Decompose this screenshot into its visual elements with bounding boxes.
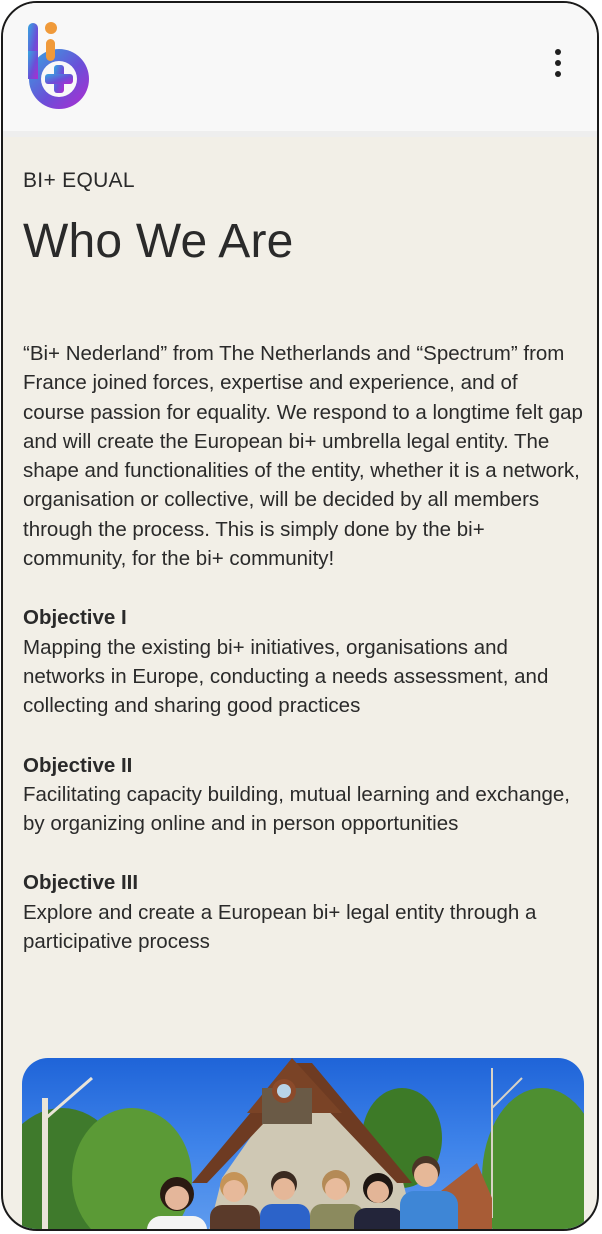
- objective-2: [23, 751, 583, 839]
- objective-title: Objective II: [23, 753, 133, 777]
- objective-title: Objective I: [23, 606, 127, 630]
- bi-plus-logo[interactable]: [25, 21, 91, 113]
- team-photo: [22, 1058, 584, 1231]
- more-menu-button[interactable]: [541, 43, 575, 83]
- bi-plus-logo-icon: [25, 21, 91, 113]
- objective-title: Objective III: [23, 871, 139, 895]
- more-vertical-icon-dot: [555, 71, 561, 77]
- more-vertical-icon-dot: [555, 60, 561, 66]
- phone-frame: [1, 1, 599, 1231]
- main-content: [23, 163, 583, 956]
- section-eyebrow: BI+ EQUAL: [23, 169, 135, 192]
- intro-paragraph: “Bi+ Nederland” from The Netherlands and “Spectrum” from France joined forces, expertise and experience, and of course passion for equality. We respond to a longtime felt gap and will create the European bi+ umbrella legal entity. The shape and functionalities of the entity, whether it is a network, organisation or collective, will be decided by all members through the process. This is simply done by the bi+ community, for the bi+ community!: [23, 342, 583, 571]
- page-title: Who We Are: [23, 215, 294, 268]
- more-vertical-icon: [555, 49, 561, 55]
- objective-3: [23, 868, 583, 956]
- site-header: [3, 3, 597, 137]
- objective-text: Facilitating capacity building, mutual learning and exchange, by organizing online and in person opportunities: [23, 782, 571, 836]
- team-photo-image: [22, 1058, 584, 1231]
- objective-text: Explore and create a European bi+ legal entity through a participative process: [23, 900, 537, 954]
- objective-1: [23, 603, 583, 720]
- objective-text: Mapping the existing bi+ initiatives, organisations and networks in Europe, conducting a needs assessment, and collecting and sharing good practices: [23, 635, 549, 718]
